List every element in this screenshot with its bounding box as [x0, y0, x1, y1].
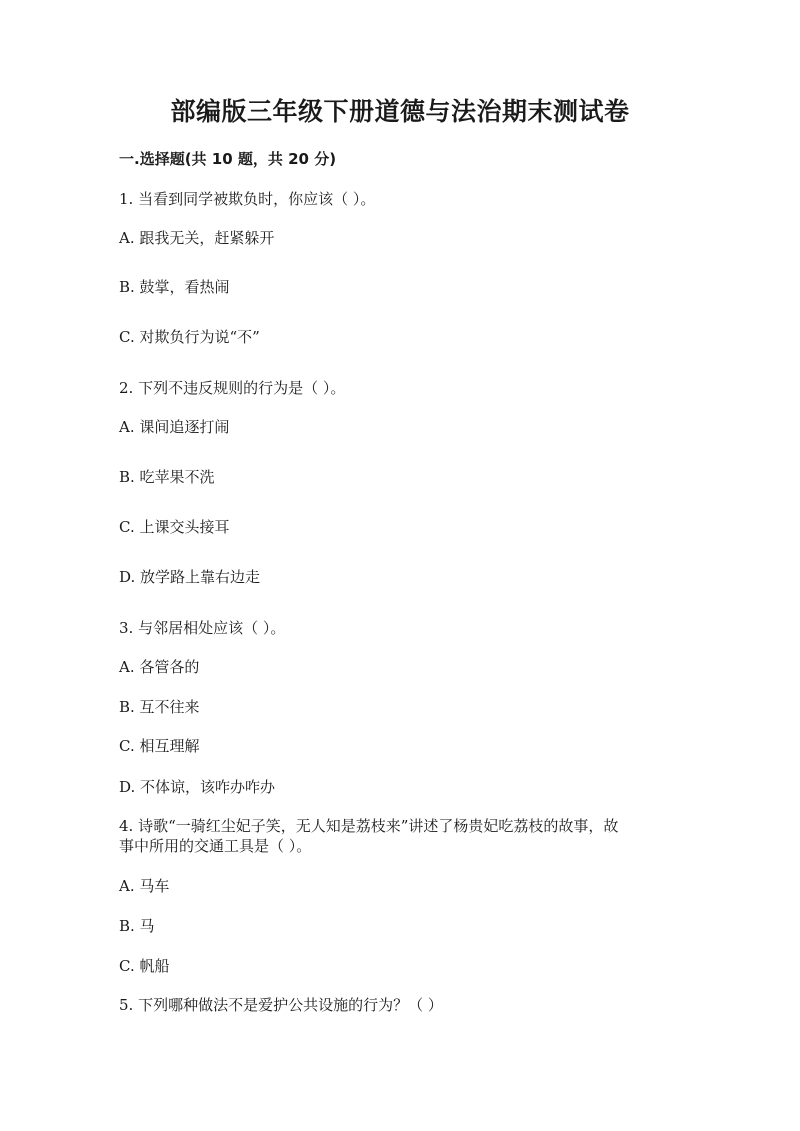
question-3-stem: 3. 与邻居相处应该（ ）。	[119, 619, 286, 637]
question-2-stem: 2. 下列不违反规则的行为是（ ）。	[119, 379, 346, 397]
question-4-option-b[interactable]: B. 马	[119, 917, 155, 935]
question-1-stem: 1. 当看到同学被欺负时，你应该（ ）。	[119, 190, 376, 208]
question-1-option-a[interactable]: A. 跟我无关，赶紧躲开	[119, 229, 275, 247]
question-2-option-c[interactable]: C. 上课交头接耳	[119, 518, 230, 536]
document-title: 部编版三年级下册道德与法治期末测试卷	[170, 97, 630, 126]
question-3-option-c[interactable]: C. 相互理解	[119, 737, 200, 755]
question-1-option-b[interactable]: B. 鼓掌，看热闹	[119, 278, 230, 296]
question-4-stem-line-1: 4. 诗歌“一骑红尘妃子笑，无人知是荔枝来”讲述了杨贵妃吃荔枝的故事，故	[119, 817, 619, 835]
question-2-option-a[interactable]: A. 课间追逐打闹	[119, 418, 230, 436]
question-2-option-b[interactable]: B. 吃苹果不洗	[119, 468, 215, 486]
question-3-option-d[interactable]: D. 不体谅，该咋办咋办	[119, 778, 276, 796]
question-1-option-c[interactable]: C. 对欺负行为说“不”	[119, 328, 260, 346]
question-4-stem-line-2: 事中所用的交通工具是（ ）。	[119, 837, 312, 855]
question-5-stem: 5. 下列哪种做法不是爱护公共设施的行为？（ ）	[119, 996, 443, 1014]
question-2-option-d[interactable]: D. 放学路上靠右边走	[119, 568, 261, 586]
question-4-option-c[interactable]: C. 帆船	[119, 957, 170, 975]
question-4-option-a[interactable]: A. 马车	[119, 877, 170, 895]
question-3-option-b[interactable]: B. 互不往来	[119, 698, 200, 716]
section-heading: 一.选择题(共 10 题，共 20 分)	[119, 150, 337, 168]
question-3-option-a[interactable]: A. 各管各的	[119, 658, 200, 676]
